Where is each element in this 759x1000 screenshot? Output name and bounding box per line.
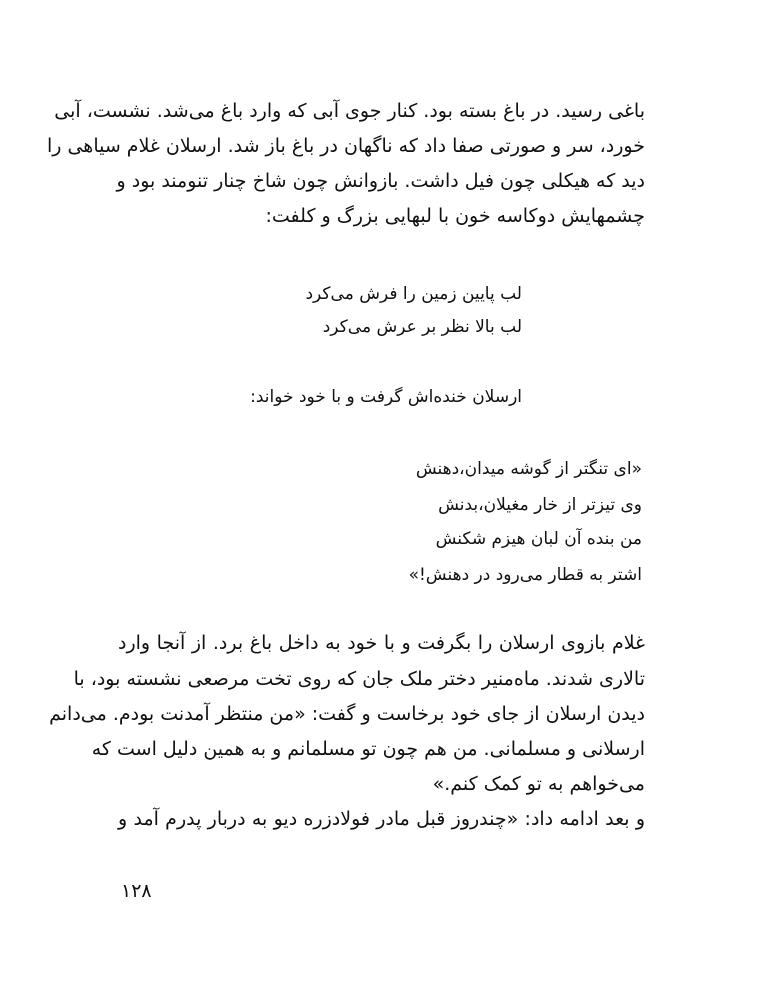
- paragraph-line: خورد، سر و صورتی صفا داد که ناگهان در باغ باز شد. ارسلان غلام سیاهی را: [46, 135, 645, 157]
- intro-line: ارسلان خنده‌اش گرفت و با خود خواند:: [250, 387, 522, 407]
- paragraph-line: غلام بازوی ارسلان را بگرفت و با خود به داخل باغ برد. از آنجا وارد: [118, 632, 645, 654]
- verse-line: لب بالا نظر بر عرش می‌کرد: [322, 317, 522, 337]
- paragraph-line: دید که هیکلی چون فیل داشت. بازوانش چون شاخ چنار تنومند بود و: [116, 170, 645, 192]
- paragraph-line: چشمهایش دوکاسه خون با لبهایی بزرگ و کلفت:: [265, 205, 645, 227]
- poem-line: وی تیزتر از خار مغیلان،بدنش: [438, 495, 642, 515]
- poem-line: «ای تنگتر از گوشه میدان،دهنش: [415, 459, 642, 479]
- verse-line: لب پایین زمین را فرش می‌کرد: [305, 284, 522, 304]
- paragraph-line: می‌خواهم به تو کمک کنم.»: [432, 773, 645, 795]
- paragraph-line: تالاری شدند. ماه‌منیر دختر ملک جان که روی تخت مرصعی نشسته بود، با: [73, 668, 645, 690]
- page-number: ۱۲۸: [121, 880, 152, 902]
- paragraph-line: دیدن ارسلان از جای خود برخاست و گفت: «من منتظر آمدنت بودم. می‌دانم: [49, 703, 645, 725]
- poem-line: من بنده آن لبان هیزم شکنش: [435, 529, 642, 549]
- paragraph-line: باغی رسید. در باغ بسته بود. کنار جوی آبی که وارد باغ می‌شد. نشست، آبی: [54, 100, 645, 122]
- paragraph-line: ارسلانی و مسلمانی. من هم چون تو مسلمانم و به همین دلیل است که: [91, 738, 645, 760]
- paragraph-line: و بعد ادامه داد: «چندروز قبل مادر فولادزره دیو به دربار پدرم آمد و: [118, 808, 645, 830]
- poem-line: اشتر به قطار می‌رود در دهنش!»: [408, 565, 642, 585]
